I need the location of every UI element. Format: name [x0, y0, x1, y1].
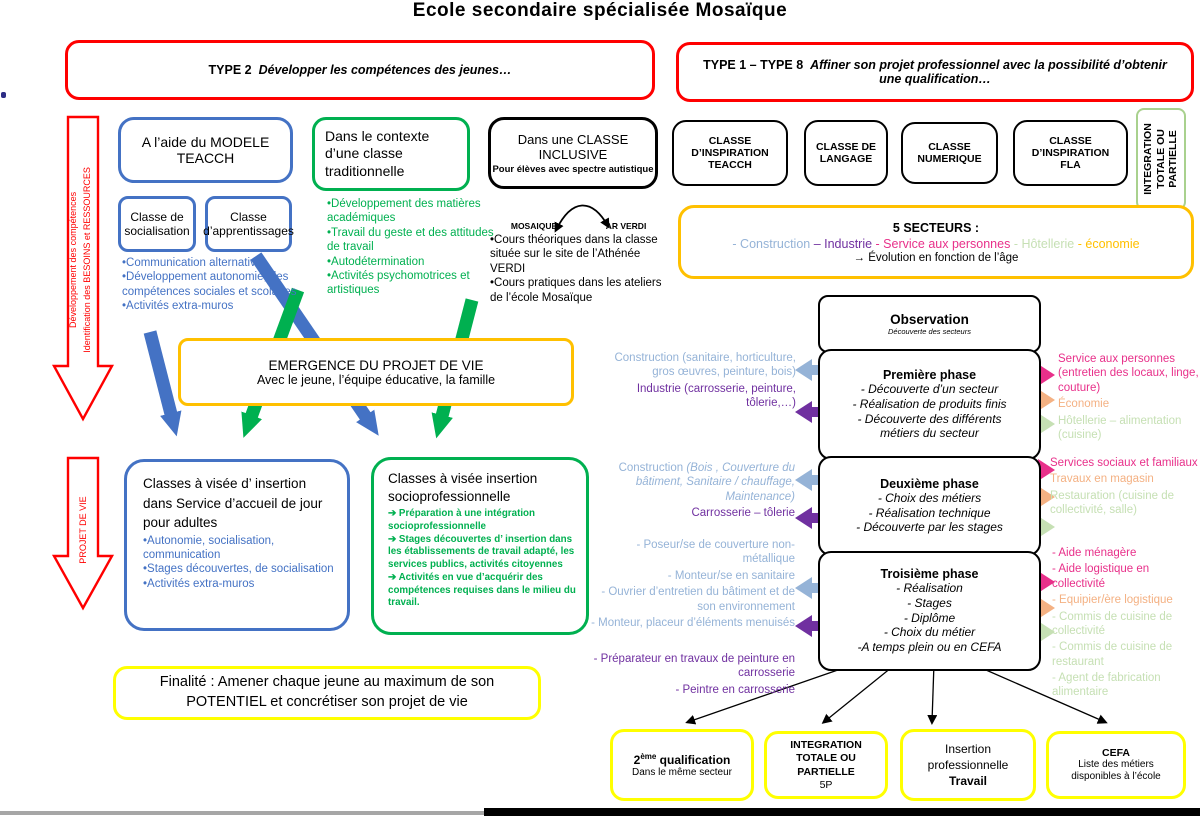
type18-label: TYPE 1 – TYPE 8: [703, 58, 804, 72]
outcome-subtitle: 5P: [819, 779, 833, 792]
phase-item: - Diplôme: [903, 610, 956, 625]
classe-box-label: CLASSE D’INSPIRATION TEACCH: [691, 135, 769, 171]
secteur-item: - économie: [1077, 236, 1140, 251]
phase1-title: Première phase: [882, 368, 977, 383]
emergence-box: [178, 338, 574, 406]
outcome-cefa-box: [1046, 731, 1186, 799]
note-item: Restauration (cuisine de collectivité, salle): [1050, 489, 1175, 517]
note-item: Services sociaux et familiaux: [1050, 457, 1198, 469]
traditional-bullets: [327, 197, 499, 298]
integration-side-label: INTEGRATION TOTALE OU PARTIELLE: [1142, 123, 1180, 195]
outcome-subtitle: Dans le même secteur: [631, 767, 733, 778]
classe-inspiration-teacch-box: [672, 120, 788, 186]
secteurs-heading: 5 SECTEURS :: [892, 220, 980, 235]
inclusive-bullets: [490, 233, 662, 305]
emergence-subtitle: Avec le jeune, l’équipe éducative, la famille: [256, 372, 496, 387]
list-item: - Monteur/se en sanitaire: [667, 569, 795, 582]
phase3-title: Troisième phase: [880, 567, 979, 582]
metiers-carrosserie-list: [585, 652, 795, 699]
phase1-box: [818, 349, 1041, 460]
outcome-bold-line: Travail: [948, 773, 988, 788]
outcome-title: CEFA: [1101, 746, 1130, 759]
classe-inclusive-title: Dans une CLASSE INCLUSIVE: [517, 131, 629, 162]
phase-item: - Découverte par les stages: [856, 520, 1003, 535]
teacch-bullets: [122, 256, 304, 314]
observation-title: Observation: [890, 312, 969, 327]
site-mosaique-label: MOSAIQUE: [510, 221, 558, 231]
list-item: - Préparateur en travaux de peinture en carrosserie: [593, 653, 795, 680]
q2-sup: ème: [640, 752, 657, 761]
phase1-right-notes: [1058, 352, 1200, 444]
teacch-box: [118, 117, 293, 183]
bottom-bar-gray: [0, 811, 484, 815]
list-item: ➔ Préparation à une intégration socioprofessionnelle: [388, 508, 536, 532]
secteur-item: - Service aux personnes: [875, 236, 1014, 251]
q2-prefix: 2: [633, 753, 641, 767]
finalite-box: [113, 666, 541, 720]
phase3-box: [818, 551, 1041, 671]
phase2-right-notes: [1050, 456, 1200, 520]
construction-note: Construction (sanitaire, horticulture, gros œuvres, peinture, bois): [614, 352, 796, 379]
industrie-note: Industrie (carrosserie, peinture, tôlerie,…): [636, 382, 796, 410]
phase-item: - Choix du métier: [883, 625, 976, 640]
note-item: - Equipier/ère logistique: [1052, 594, 1173, 607]
page-title: Ecole secondaire spécialisée Mosaïque: [412, 0, 788, 21]
classe-box-label: CLASSE D’INSPIRATION FLA: [1031, 135, 1110, 171]
secteurs-note: → Évolution en fonction de l’âge: [853, 251, 1019, 264]
insertion-socio-box: [371, 457, 589, 635]
outcome-subtitle: Liste des métiers disponibles à l’école: [1071, 758, 1161, 782]
type1-8-box: [676, 42, 1194, 102]
note-item: - Agent de fabrication alimentaire: [1052, 672, 1161, 699]
note-item: Service aux personnes (entretien des locaux, linge, couture): [1058, 353, 1199, 394]
classe-langage-box: [804, 120, 888, 186]
secteurs-box: [678, 205, 1194, 279]
type2-text: Développer les compétences des jeunes…: [258, 63, 512, 77]
emergence-title: EMERGENCE DU PROJET DE VIE: [268, 357, 484, 373]
phase2-title: Deuxième phase: [880, 477, 979, 492]
phase2-left-notes: [585, 461, 795, 523]
classe-inclusive-subtitle: Pour élèves avec spectre autistique: [492, 163, 654, 175]
observation-subtitle: Découverte des secteurs: [888, 327, 971, 336]
metiers-construction-list: [585, 538, 795, 632]
construction2-detail: (Bois , Couverture du bâtiment, Sanitaire / chauffage, Maintenance): [635, 462, 795, 503]
outcome-title: INTEGRATION TOTALE OU PARTIELLE: [790, 738, 862, 778]
note-item: Travaux en magasin: [1050, 473, 1154, 486]
insertion-adultes-box: [124, 459, 350, 631]
list-item: •Stages découvertes, de socialisation: [143, 563, 334, 576]
bottom-bar-black: [484, 808, 1200, 816]
list-item: •Activités extra-muros: [143, 577, 255, 590]
list-item: •Activités psychomotrices et artistiques: [327, 269, 470, 297]
q2-suffix: qualification: [656, 753, 731, 767]
list-item: ➔ Activités en vue d’acquérir des compétences requises dans le milieu du travail.: [388, 571, 576, 609]
outcome-2eme-qualification-box: [610, 729, 754, 801]
list-item: •Autodétermination: [327, 255, 425, 268]
phase-item: - Stages: [907, 596, 952, 611]
red-arrow1-line1: Développement des compétences: [68, 191, 79, 328]
classe-inspiration-fla-box: [1013, 120, 1128, 186]
red-arrow1-label: [67, 117, 95, 403]
list-item: •Autonomie, socialisation, communication: [143, 534, 275, 562]
outcome-title: [634, 752, 731, 767]
teacch-title: A l’aide du MODELE TEACCH: [141, 134, 270, 166]
type2-label: TYPE 2: [208, 63, 252, 77]
list-item: •Cours théoriques dans la classe située sur le site de l’Athénée VERDI: [490, 234, 658, 275]
secteur-item: – Industrie: [813, 236, 876, 251]
classe-numerique-box: [901, 122, 998, 184]
finalite-text: Finalité : Amener chaque jeune au maximum de son POTENTIEL et concrétiser son projet de vie: [159, 674, 495, 710]
classe-socialisation-box: [118, 196, 196, 252]
classe-box-label: CLASSE NUMERIQUE: [917, 141, 982, 165]
phase-item: - Découverte des différents métiers du secteur: [857, 411, 1002, 441]
phase-item: -A temps plein ou en CEFA: [857, 639, 1002, 654]
classe-apprentissages-label: Classe d’apprentissages: [203, 210, 294, 238]
list-item: •Communication alternative: [122, 257, 263, 269]
classe-socialisation-label: Classe de socialisation: [124, 210, 190, 238]
classe-apprentissages-box: [205, 196, 292, 252]
note-item: Économie: [1058, 398, 1110, 411]
secteur-item: - Hôtellerie: [1013, 236, 1078, 251]
list-item: •Développement des matières académiques: [327, 198, 481, 225]
classe-traditionnelle-title: Dans le contexte d’une classe traditionnelle: [325, 127, 430, 179]
site-arverdi-label: AR VERDI: [605, 221, 647, 231]
list-item: ➔ Stages découvertes d’ insertion dans les établissements de travail adapté, les services publics, activités citoyennes: [388, 533, 575, 571]
outcome-insertion-box: [900, 729, 1036, 801]
phase1-left-notes: [598, 351, 796, 413]
classe-inclusive-box: [488, 117, 658, 189]
type2-box: [65, 40, 655, 100]
list-item: - Poseur/se de couverture non-métallique: [636, 539, 795, 566]
secteurs-list: [732, 237, 1139, 251]
carrosserie-note: Carrosserie – tôlerie: [691, 507, 795, 520]
integration-side-box: [1136, 108, 1186, 210]
phase-item: - Réalisation: [896, 581, 963, 596]
phase2-box: [818, 456, 1041, 556]
list-item: •Cours pratiques dans les ateliers de l’école Mosaïque: [490, 277, 662, 304]
red-arrow2-label: PROJET DE VIE: [78, 496, 88, 564]
phase-item: - Réalisation de produits finis: [852, 396, 1007, 411]
insertion-adultes-bullets: [143, 534, 335, 592]
classe-traditionnelle-box: [312, 117, 470, 191]
secteur-item: - Construction: [732, 236, 814, 251]
phase-item: - Découverte d’un secteur: [860, 382, 999, 397]
red-arrow1-line2: Identification des BESOINS et RESSOURCES: [82, 167, 92, 353]
list-item: - Peintre en carrosserie: [675, 683, 795, 696]
list-item: - Monteur, placeur d’éléments menuisés: [591, 616, 795, 629]
outcome-integration-box: [764, 731, 888, 799]
classe-box-label: CLASSE DE LANGAGE: [815, 141, 877, 165]
observation-box: [818, 295, 1041, 353]
construction-note: [585, 461, 795, 504]
list-item: •Développement autonomie, des compétences sociales et scolaires: [122, 271, 297, 298]
insertion-socio-items: [388, 508, 576, 610]
note-item: - Aide ménagère: [1052, 547, 1137, 559]
phase-item: - Choix des métiers: [877, 491, 982, 506]
type18-text: Affiner son projet professionnel avec la possibilité d’obtenir une qualification…: [810, 58, 1167, 86]
phase3-right-notes: [1052, 546, 1200, 702]
outcome-title: Insertion professionnelle: [927, 742, 1009, 772]
insertion-adultes-title: Classes à visée d’ insertion dans Service d’accueil de jour pour adultes: [143, 476, 323, 531]
stray-mark: [1, 92, 6, 98]
phase-item: - Réalisation technique: [868, 505, 991, 520]
note-item: - Commis de cuisine de collectivité: [1052, 610, 1173, 637]
note-item: - Commis de cuisine de restaurant: [1052, 641, 1173, 668]
construction2-head: Construction: [618, 462, 687, 474]
list-item: •Activités extra-muros: [122, 300, 234, 313]
list-item: - Ouvrier d’entretien du bâtiment et de son environnement: [601, 586, 795, 613]
list-item: •Travail du geste et des attitudes de travail: [327, 226, 494, 254]
note-item: - Aide logistique en collectivité: [1052, 563, 1150, 590]
insertion-socio-title: Classes à visée insertion socioprofessionnelle: [388, 471, 538, 504]
note-item: Hôtellerie – alimentation (cuisine): [1058, 414, 1182, 441]
